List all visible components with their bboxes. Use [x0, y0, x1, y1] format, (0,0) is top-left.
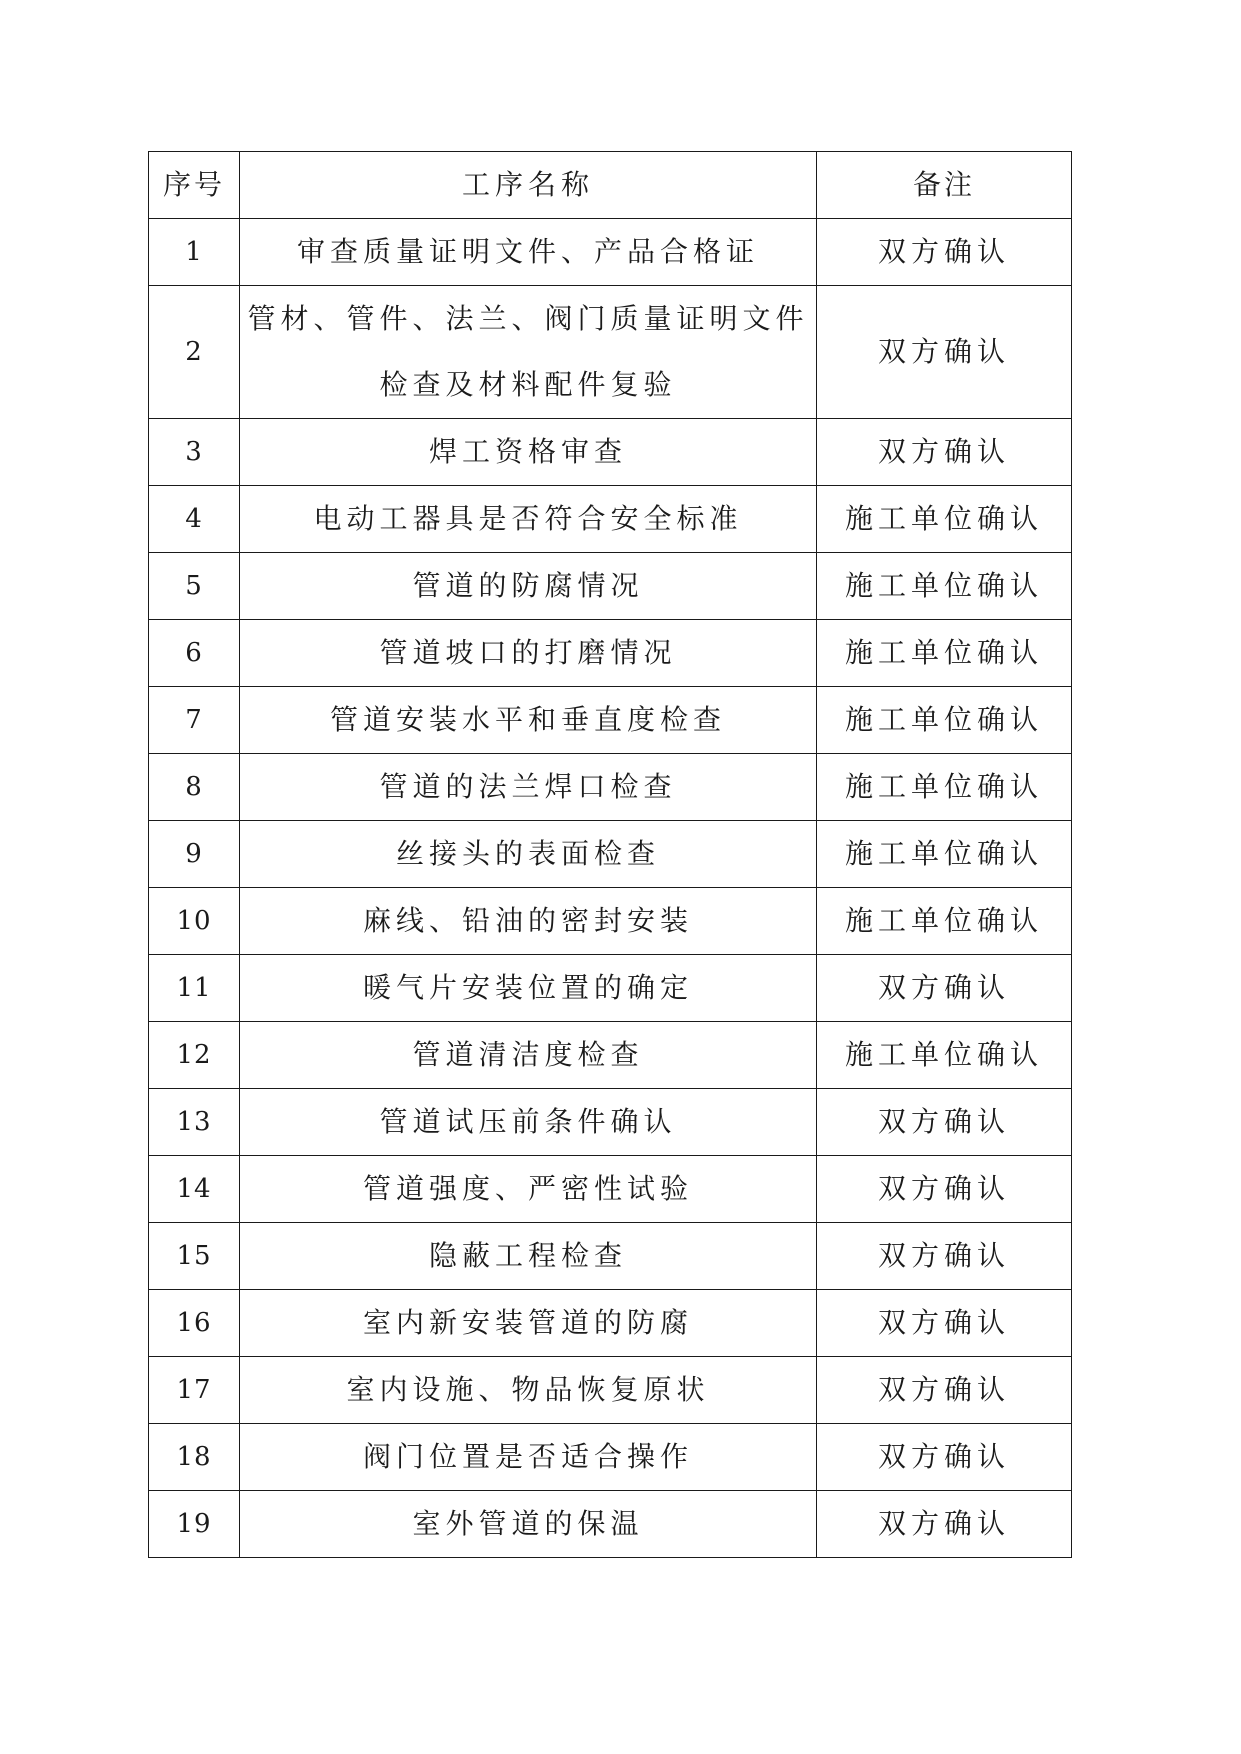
table-row [149, 1357, 1072, 1424]
row-num: 19 [149, 1491, 240, 1558]
row-num: 12 [149, 1022, 240, 1089]
row-note: 施工单位确认 [817, 486, 1072, 553]
row-num: 10 [149, 888, 240, 955]
row-name: 室内设施、物品恢复原状 [240, 1357, 817, 1424]
row-num: 17 [149, 1357, 240, 1424]
row-note: 施工单位确认 [817, 821, 1072, 888]
table-row [149, 888, 1072, 955]
row-note: 双方确认 [817, 419, 1072, 486]
header-num: 序号 [149, 152, 240, 219]
table-row [149, 1089, 1072, 1156]
row-name: 隐蔽工程检查 [240, 1223, 817, 1290]
row-name: 阀门位置是否适合操作 [240, 1424, 817, 1491]
row-num: 2 [149, 286, 240, 419]
table-row [149, 1022, 1072, 1089]
row-num: 4 [149, 486, 240, 553]
table-row [149, 486, 1072, 553]
row-name: 管道试压前条件确认 [240, 1089, 817, 1156]
table-row [149, 955, 1072, 1022]
row-num: 6 [149, 620, 240, 687]
row-name: 丝接头的表面检查 [240, 821, 817, 888]
row-num: 5 [149, 553, 240, 620]
row-note: 双方确认 [817, 1156, 1072, 1223]
row-name: 焊工资格审查 [240, 419, 817, 486]
table-row [149, 419, 1072, 486]
table-row [149, 1223, 1072, 1290]
row-note: 双方确认 [817, 219, 1072, 286]
row-num: 3 [149, 419, 240, 486]
table-row [149, 754, 1072, 821]
table-row [149, 687, 1072, 754]
header-note: 备注 [817, 152, 1072, 219]
row-num: 15 [149, 1223, 240, 1290]
row-note: 施工单位确认 [817, 687, 1072, 754]
row-note: 施工单位确认 [817, 553, 1072, 620]
row-name: 室外管道的保温 [240, 1491, 817, 1558]
table-header-row [149, 152, 1072, 219]
row-name: 管道的防腐情况 [240, 553, 817, 620]
process-table [148, 151, 1072, 1558]
table-row [149, 1156, 1072, 1223]
row-name: 电动工器具是否符合安全标准 [240, 486, 817, 553]
row-note: 双方确认 [817, 286, 1072, 419]
row-num: 9 [149, 821, 240, 888]
row-name: 管道坡口的打磨情况 [240, 620, 817, 687]
row-name: 管道清洁度检查 [240, 1022, 817, 1089]
table-row [149, 1424, 1072, 1491]
table-row [149, 553, 1072, 620]
row-name: 麻线、铅油的密封安装 [240, 888, 817, 955]
row-note: 施工单位确认 [817, 754, 1072, 821]
row-num: 18 [149, 1424, 240, 1491]
table-row [149, 821, 1072, 888]
row-num: 16 [149, 1290, 240, 1357]
row-name: 审查质量证明文件、产品合格证 [240, 219, 817, 286]
row-num: 11 [149, 955, 240, 1022]
row-name: 管材、管件、法兰、阀门质量证明文件检查及材料配件复验 [240, 286, 817, 419]
row-name: 管道安装水平和垂直度检查 [240, 687, 817, 754]
table-row [149, 286, 1072, 419]
row-num: 7 [149, 687, 240, 754]
row-note: 施工单位确认 [817, 620, 1072, 687]
table-row [149, 620, 1072, 687]
row-num: 13 [149, 1089, 240, 1156]
row-name: 管道的法兰焊口检查 [240, 754, 817, 821]
row-name: 暖气片安装位置的确定 [240, 955, 817, 1022]
table-row [149, 219, 1072, 286]
row-num: 8 [149, 754, 240, 821]
row-num: 14 [149, 1156, 240, 1223]
table-row [149, 1290, 1072, 1357]
row-note: 施工单位确认 [817, 888, 1072, 955]
row-note: 施工单位确认 [817, 1022, 1072, 1089]
row-note: 双方确认 [817, 1424, 1072, 1491]
row-note: 双方确认 [817, 1223, 1072, 1290]
row-note: 双方确认 [817, 1491, 1072, 1558]
row-note: 双方确认 [817, 1089, 1072, 1156]
row-name: 室内新安装管道的防腐 [240, 1290, 817, 1357]
row-note: 双方确认 [817, 955, 1072, 1022]
row-name: 管道强度、严密性试验 [240, 1156, 817, 1223]
row-note: 双方确认 [817, 1357, 1072, 1424]
header-name: 工序名称 [240, 152, 817, 219]
table-row [149, 1491, 1072, 1558]
row-note: 双方确认 [817, 1290, 1072, 1357]
row-num: 1 [149, 219, 240, 286]
